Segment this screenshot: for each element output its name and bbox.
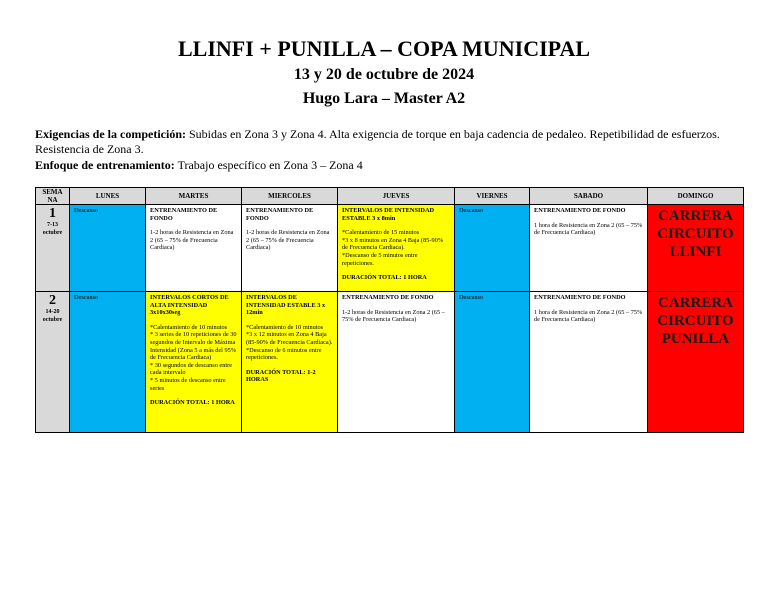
session-title: ENTRENAMIENTO DE FONDO: [534, 207, 626, 214]
wednesday-cell: [242, 292, 338, 433]
monday-cell: [70, 205, 146, 292]
race-name: LLINFI: [669, 244, 722, 260]
race-label: CIRCUITO: [657, 313, 734, 329]
session-duration: DURACIÓN TOTAL: 1-2 HORAS: [246, 368, 316, 384]
header-monday: LUNES: [70, 188, 146, 205]
race-name: PUNILLA: [661, 331, 730, 347]
table-row-week-2: [36, 292, 744, 433]
session-duration: DURACIÓN TOTAL: 1 HORA: [342, 274, 427, 282]
session-step: * 5 minutos de descanso entre series: [150, 376, 226, 392]
rest-label: Descanso: [459, 207, 484, 214]
week-month: octubre: [42, 317, 63, 323]
document-title: LLINFI + PUNILLA – COPA MUNICIPAL: [177, 36, 591, 61]
thursday-cell: [338, 292, 455, 433]
session-step: *3 x 8 minutos en Zona 4 Baja (85-90% de Frecuencia Cardiaca).: [342, 236, 444, 252]
sunday-race-cell: [648, 292, 744, 433]
week-range: 14-20: [45, 309, 60, 315]
competition-demands-label: Exigencias de la competición:: [35, 127, 186, 141]
session-step: * 3 series de 10 repeticiones de 30 segundos de Intervalo de Máxima Intensidad (Zona 5 a más del 95% de Frecuencia Cardiaca): [150, 331, 237, 362]
session-title: INTERVALOS DE INTENSIDAD ESTABLE 3 x 12min: [246, 294, 326, 317]
header-friday: VIERNES: [455, 188, 530, 205]
rest-label: Descanso: [74, 294, 99, 301]
header-saturday: SABADO: [530, 188, 648, 205]
session-step: *Calentamiento de 15 minutos: [342, 229, 420, 237]
session-description: 1 hora de Resistencia en Zona 2 (65 – 75% de Frecuencia Cardiaca): [534, 221, 643, 237]
header-tuesday: MARTES: [146, 188, 242, 205]
rest-label: Descanso: [74, 207, 99, 214]
friday-cell: [455, 205, 530, 292]
week-number: 1: [49, 206, 56, 221]
session-description: 1-2 horas de Resistencia en Zona 2 (65 – 75% de Frecuencia Cardiaca): [150, 229, 234, 252]
week-range: 7-13: [47, 222, 58, 228]
tuesday-cell: [146, 292, 242, 433]
monday-cell: [70, 292, 146, 433]
session-step: *Descanso de 5 minutos entre repeticiones.: [342, 251, 418, 267]
header-week: SEMA NA: [36, 188, 70, 205]
week-cell: [36, 205, 70, 292]
document-dates: 13 y 20 de octubre de 2024: [293, 66, 475, 83]
session-duration: DURACIÓN TOTAL: 1 HORA: [150, 399, 235, 407]
sunday-race-cell: [648, 205, 744, 292]
header-sunday: DOMINGO: [648, 188, 744, 205]
friday-cell: [455, 292, 530, 433]
session-title: INTERVALOS DE INTENSIDAD ESTABLE 3 x 8min: [342, 207, 435, 222]
competition-demands-text: Subidas en Zona 3 y Zona 4. Alta exigencia de torque en baja cadencia de pedaleo. Repetibilidad de esfuerzos. Resistencia de Zona 3.: [35, 127, 720, 156]
week-month: octubre: [42, 230, 63, 236]
session-step: *Descanso de 6 minutos entre repeticiones.: [246, 346, 322, 362]
competition-demands: [35, 127, 725, 157]
table-row-week-1: [36, 205, 744, 292]
training-focus-text: Trabajo específico en Zona 3 – Zona 4: [174, 158, 363, 172]
table-header-row: [36, 188, 744, 205]
session-title: ENTRENAMIENTO DE FONDO: [534, 294, 626, 301]
week-number: 2: [49, 293, 56, 308]
race-label: CARRERA: [658, 295, 733, 311]
athlete-name: Hugo Lara – Master A2: [302, 90, 466, 107]
wednesday-cell: [242, 205, 338, 292]
session-step: *3 x 12 minutos en Zona 4 Baja (85-90% de Frecuencia Cardiaca).: [246, 331, 333, 346]
thursday-cell: [338, 205, 455, 292]
training-focus-label: Enfoque de entrenamiento:: [35, 158, 175, 172]
race-label: CARRERA: [658, 208, 733, 224]
session-step: *Calentamiento de 10 minutos: [246, 323, 324, 331]
session-description: 1-2 horas de Resistencia en Zona 2 (65 – 75% de Frecuencia Cardiaca): [246, 229, 330, 252]
session-step: * 30 segundos de descanso entre cada intervalo: [150, 361, 233, 377]
session-title: ENTRENAMIENTO DE FONDO: [150, 207, 218, 222]
session-description: 1 hora de Resistencia en Zona 2 (65 – 75% de Frecuencia Cardiaca): [534, 308, 643, 324]
training-focus: [35, 158, 725, 173]
saturday-cell: [530, 292, 648, 433]
session-title: ENTRENAMIENTO DE FONDO: [342, 294, 434, 301]
week-cell: [36, 292, 70, 433]
session-title: ENTRENAMIENTO DE FONDO: [246, 207, 314, 222]
tuesday-cell: [146, 205, 242, 292]
session-step: *Calentamiento de 10 minutos: [150, 323, 228, 331]
session-title: INTERVALOS CORTOS DE ALTA INTENSIDAD 3x10x30seg: [150, 294, 229, 317]
saturday-cell: [530, 205, 648, 292]
training-plan-table: [35, 187, 744, 433]
header-thursday: JUEVES: [338, 188, 455, 205]
header-wednesday: MIERCOLES: [242, 188, 338, 205]
race-label: CIRCUITO: [657, 226, 734, 242]
session-description: 1-2 horas de Resistencia en Zona 2 (65 – 75% de Frecuencia Cardiaca): [342, 308, 445, 324]
rest-label: Descanso: [459, 294, 484, 301]
